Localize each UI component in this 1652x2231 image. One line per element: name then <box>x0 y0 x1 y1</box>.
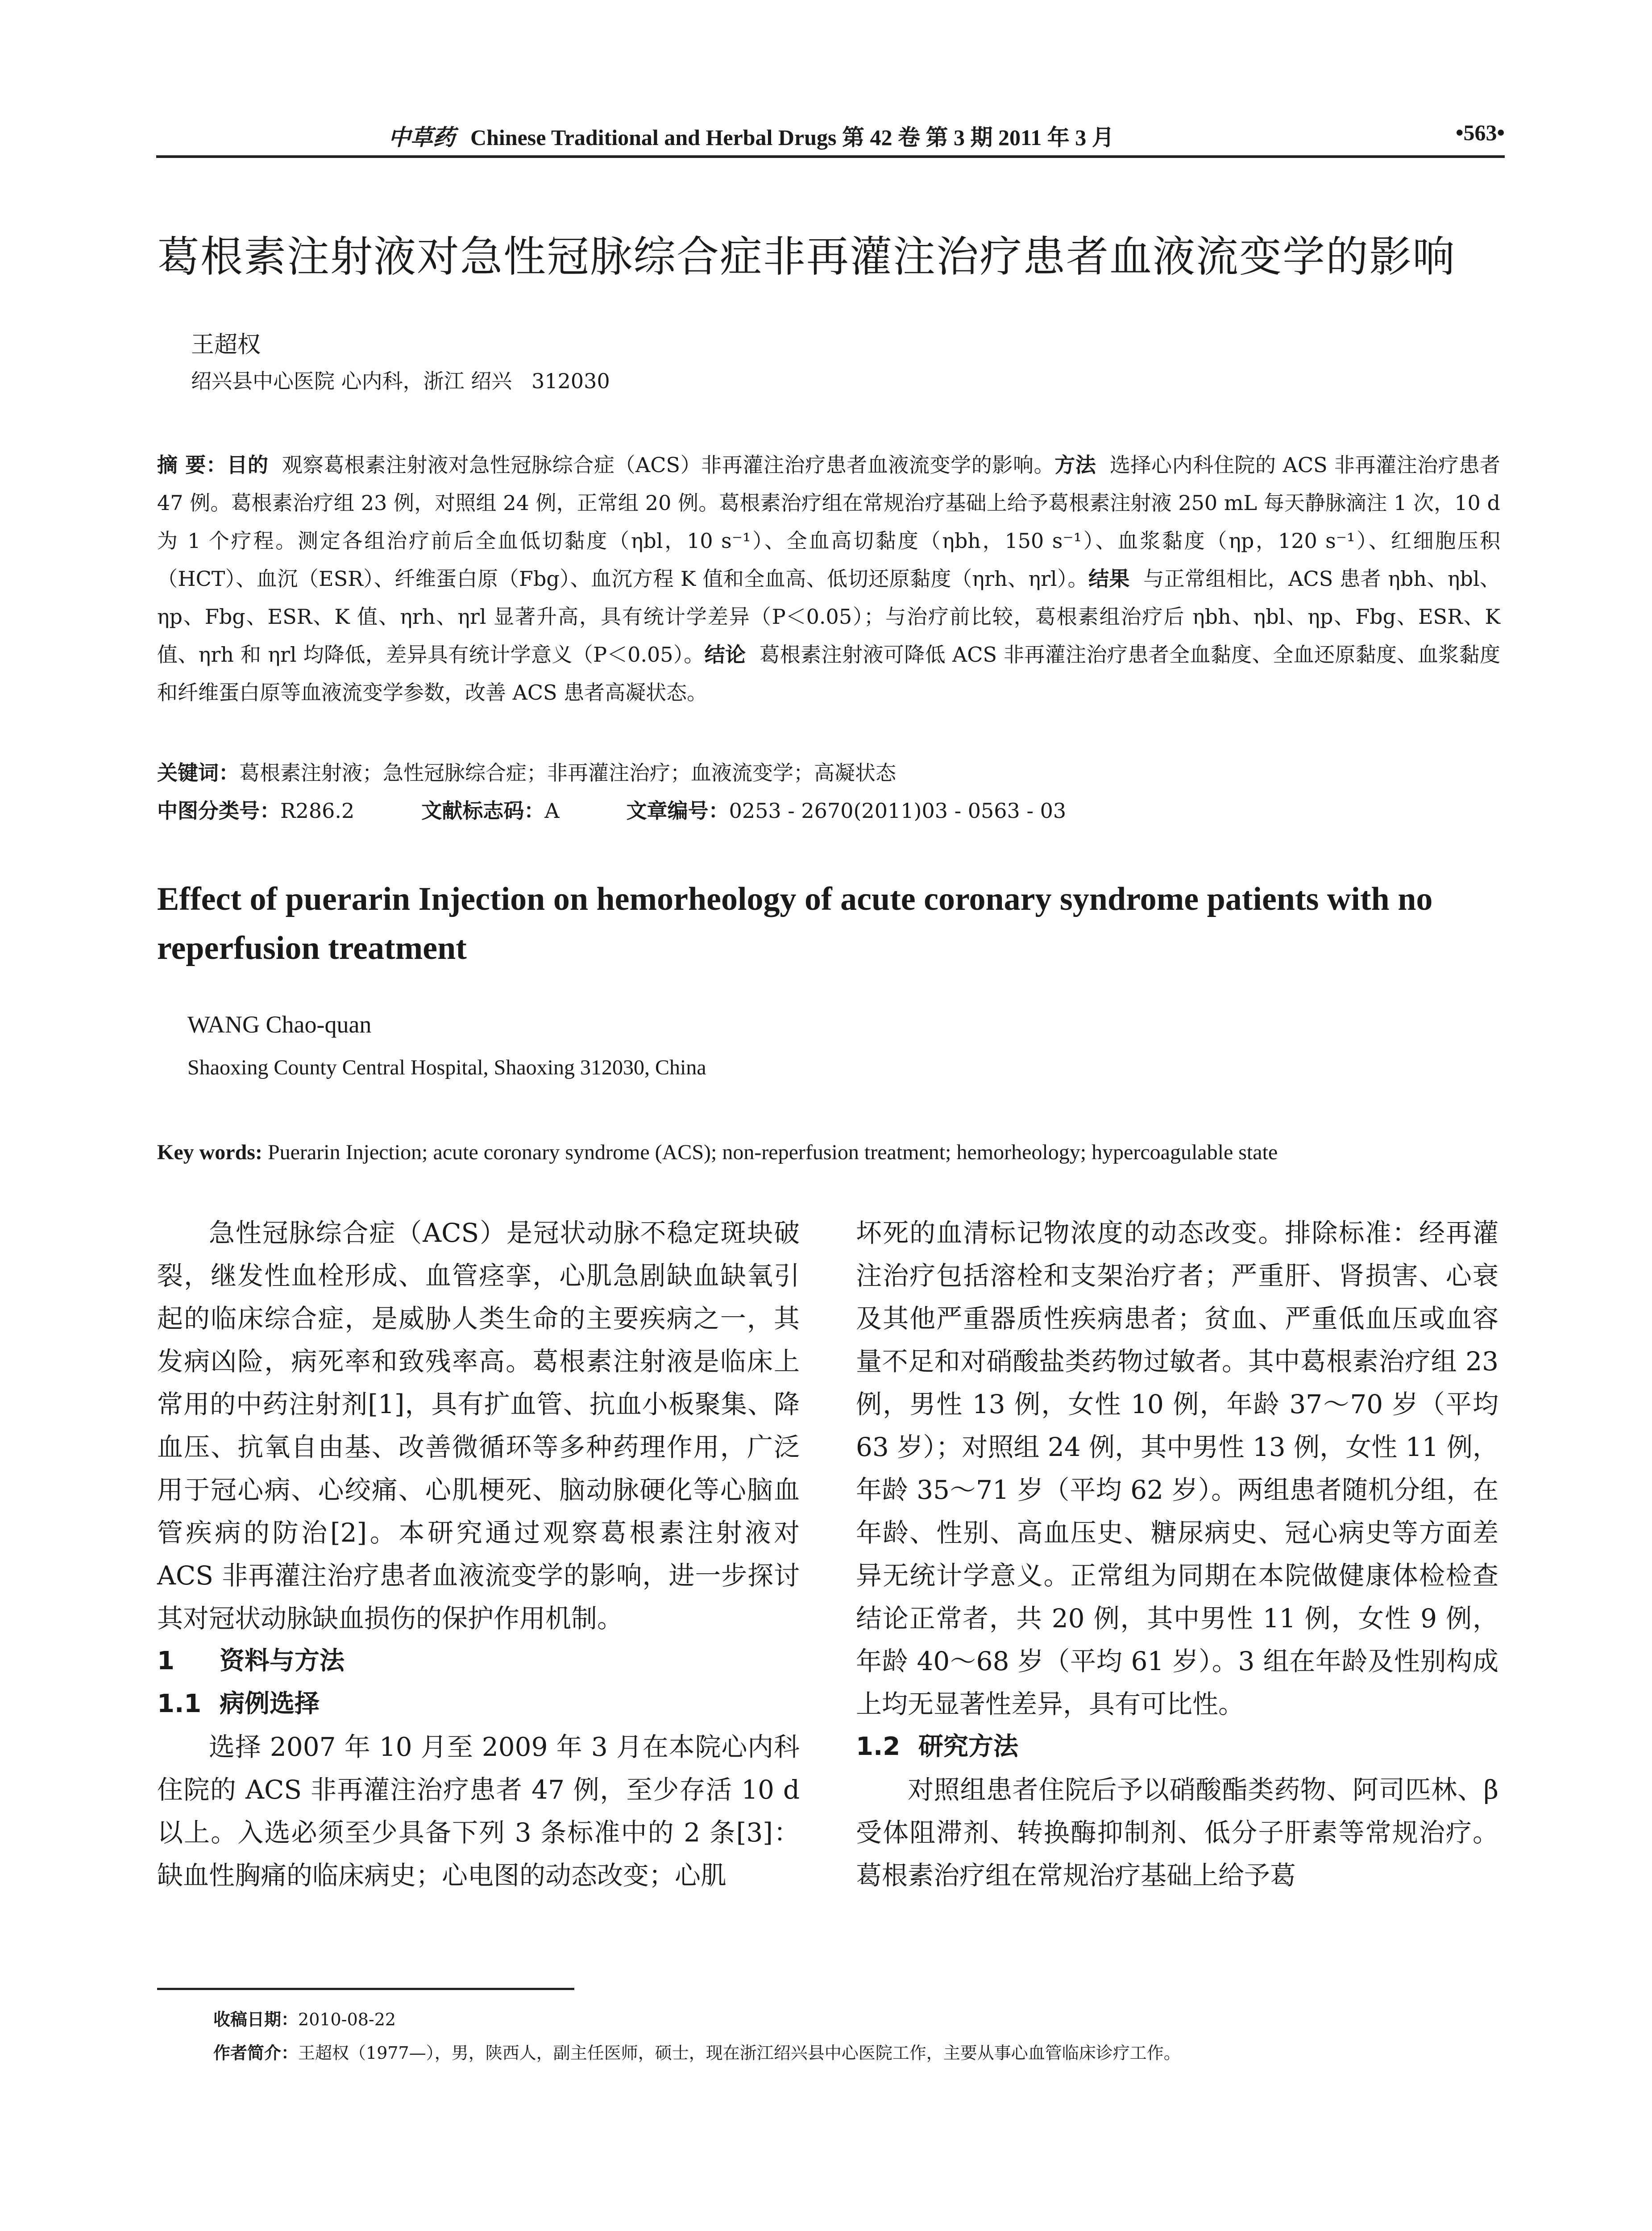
page-number: •563• <box>1455 120 1505 145</box>
affiliation-english: Shaoxing County Central Hospital, Shaoxing 312030, China <box>187 1056 706 1079</box>
conclusion-text: 葛根素注射液可降低 ACS 非再灌注治疗患者全血黏度、全血还原黏度、血浆黏度和纤维蛋白原等血液流变学参数，改善 ACS 患者高凝状态。 <box>157 643 1500 705</box>
section-1-2-paragraph: 对照组患者住院后予以硝酸酯类药物、阿司匹林、β 受体阻滞剂、转换酶抑制剂、低分子肝素等常规治疗。葛根素治疗组在常规治疗基础上给予葛 <box>856 1775 1498 1891</box>
section-1-2-heading <box>856 1725 1498 1768</box>
keywords-text: 葛根素注射液；急性冠脉综合症；非再灌注治疗；血液流变学；高凝状态 <box>239 761 896 785</box>
journal-name <box>388 120 1114 152</box>
results-label: 结果 <box>1088 567 1130 591</box>
bio-label: 作者简介： <box>213 2043 299 2063</box>
received-date: 2010-08-22 <box>298 2010 396 2029</box>
journal-logo: 中草药 <box>388 124 455 150</box>
section-1-1-heading <box>157 1683 800 1725</box>
journal-issue-text: Chinese Traditional and Herbal Drugs 第 42 卷 第 3 期 2011 年 3 月 <box>470 125 1114 150</box>
section-1-title: 资料与方法 <box>220 1646 345 1675</box>
continued-paragraph: 坏死的血清标记物浓度的动态改变。排除标准：经再灌注治疗包括溶栓和支架治疗者；严重肝、肾损害、心衰及其他严重器质性疾病患者；贫血、严重低血压或血容量不足和对硝酸盐类药物过敏者。其中葛根素治疗组 23 例，男性 13 例，女性 10 例，年龄 37～70 岁（平均 63 岁）；对照组 24 例，其中男性 13 例，女性 11 例，年龄 35～71 岁（平均 62 岁）。两组患者随机分组，在年龄、性别、高血压史、糖尿病史、冠心病史等方面差异无统计学意义。正常组为同期在本院做健康体检检查结论正常者，共 20 例，其中男性 11 例，女性 9 例，年龄 40～68 岁（平均 61 岁）。3 组在年龄及性别构成上均无显著性差异，具有可比性。 <box>856 1218 1498 1719</box>
title-chinese: 葛根素注射液对急性冠脉综合症非再灌注治疗患者血液流变学的影响 <box>157 232 1456 282</box>
clc-label: 中图分类号： <box>157 799 280 823</box>
methods-label: 方法 <box>1054 453 1096 477</box>
abstract-label: 摘 要： <box>157 453 227 477</box>
results-text: 与正常组相比，ACS 患者 ηbh、ηbl、ηp、Fbg、ESR、K 值、ηrh、ηrl 显著升高，具有统计学差异（P＜0.05）；与治疗前比较，葛根素组治疗后 ηbh、ηbl、ηp、Fbg、ESR、K 值、ηrh 和 ηrl 均降低，差异具有统计学意义（P＜0.05）。 <box>157 567 1500 667</box>
article-number-label: 文章编号： <box>626 799 729 823</box>
methods-text: 选择心内科住院的 ACS 非再灌注治疗患者 47 例。葛根素治疗组 23 例，对照组 24 例，正常组 20 例。葛根素治疗组在常规治疗基础上给予葛根素注射液 250 mL 每天静脉滴注 1 次，10 d 为 1 个疗程。测定各组治疗前后全血低切黏度（ηbl，10 s⁻¹）、全血高切黏度（ηbh，150 s⁻¹）、血浆黏度（ηp，120 s⁻¹）、红细胞压积（HCT）、血沉（ESR）、纤维蛋白原（Fbg）、血沉方程 K 值和全血高、低切还原黏度（ηrh、ηrl）。 <box>157 453 1501 591</box>
article-number-value: 0253 - 2670(2011)03 - 0563 - 03 <box>729 799 1067 823</box>
doc-code-label: 文献标志码： <box>421 799 545 823</box>
author-english: WANG Chao-quan <box>187 1011 372 1038</box>
section-1-1-paragraph: 选择 2007 年 10 月至 2009 年 3 月在本院心内科住院的 ACS 非再灌注治疗患者 47 例，至少存活 10 d 以上。入选必须至少具备下列 3 条标准中的 2 条[3]：缺血性胸痛的临床病史；心电图的动态改变；心肌 <box>157 1732 800 1891</box>
section-1-2-number: 1.2 <box>856 1732 901 1761</box>
section-1-1-number: 1.1 <box>157 1689 202 1718</box>
section-1-2-title: 研究方法 <box>918 1732 1018 1761</box>
keywords-label: 关键词： <box>157 761 239 785</box>
received-label: 收稿日期： <box>213 2010 299 2029</box>
keywords-en-text: Puerarin Injection; acute coronary syndrome (ACS); non-reperfusion treatment; hemorheology; hypercoagulable state <box>267 1140 1278 1164</box>
running-header <box>156 120 1505 158</box>
footnote-divider <box>157 1988 574 1990</box>
keywords-chinese <box>157 754 896 792</box>
body-column-left <box>157 1211 800 1897</box>
keywords-english <box>157 1140 1278 1165</box>
abstract-chinese <box>157 446 1500 712</box>
doc-code-value: A <box>544 799 560 823</box>
conclusion-label: 结论 <box>704 643 746 667</box>
footnote-author-bio <box>213 2039 1181 2064</box>
bio-text: 王超权（1977—），男，陕西人，副主任医师，硕士，现在浙江绍兴县中心医院工作，主要从事心血管临床诊疗工作。 <box>298 2043 1181 2063</box>
body-column-right <box>856 1211 1498 1897</box>
section-1-1-title: 病例选择 <box>220 1689 320 1718</box>
author-chinese: 王超权 <box>191 332 261 358</box>
intro-paragraph: 急性冠脉综合症（ACS）是冠状动脉不稳定斑块破裂，继发性血栓形成、血管痉挛，心肌急剧缺血缺氧引起的临床综合症，是威胁人类生命的主要疾病之一，其发病凶险，病死率和致残率高。葛根素注射液是临床上常用的中药注射剂[1]，具有扩血管、抗血小板聚集、降血压、抗氧自由基、改善微循环等多种药理作用，广泛用于冠心病、心绞痛、心肌梗死、脑动脉硬化等心脑血管疾病的防治[2]。本研究通过观察葛根素注射液对 ACS 非再灌注治疗患者血液流变学的影响，进一步探讨其对冠状动脉缺血损伤的保护作用机制。 <box>157 1218 800 1634</box>
keywords-en-label: Key words: <box>157 1140 262 1164</box>
title-english: Effect of puerarin Injection on hemorheology of acute coronary syndrome patients with no reperfusion treatment <box>157 881 1433 966</box>
affiliation-chinese: 绍兴县中心医院 心内科，浙江 绍兴 312030 <box>191 369 610 393</box>
objective-label: 目的 <box>227 453 269 477</box>
clc-value: R286.2 <box>280 799 355 823</box>
footnote-received <box>213 2006 396 2030</box>
objective-text: 观察葛根素注射液对急性冠脉综合症（ACS）非再灌注治疗患者血液流变学的影响。 <box>282 453 1055 477</box>
section-1-heading <box>157 1640 800 1683</box>
classification-line <box>157 792 1066 830</box>
section-1-number: 1 <box>157 1646 174 1675</box>
